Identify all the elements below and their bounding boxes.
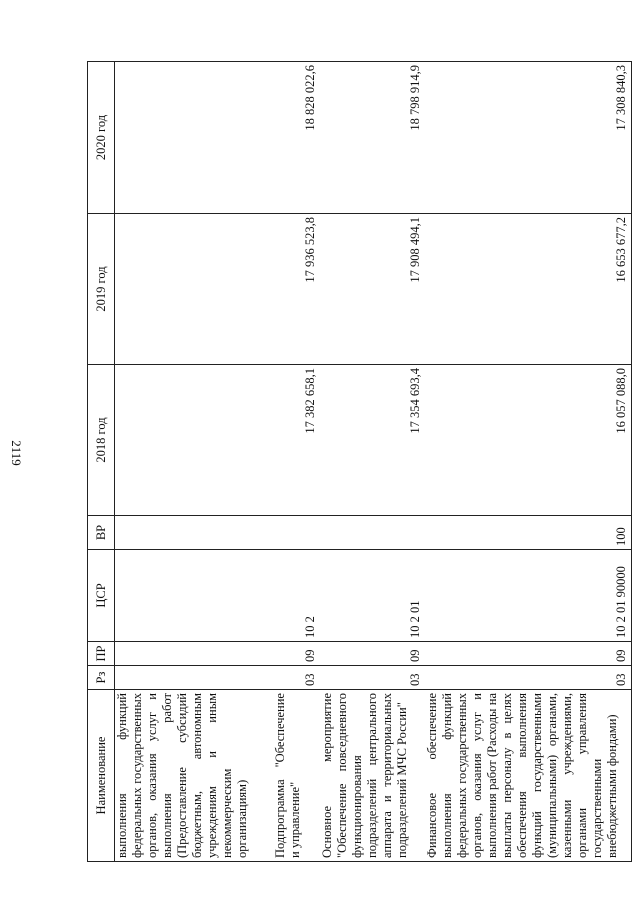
row-vr xyxy=(320,516,425,550)
row-pr: 09 xyxy=(425,642,631,666)
table-header-row xyxy=(88,62,115,862)
header-2020: 2020 год xyxy=(88,62,115,214)
row-csr: 10 2 01 90000 xyxy=(425,550,631,642)
header-pr: ПР xyxy=(88,642,115,666)
header-vr: ВР xyxy=(88,516,115,550)
header-name: Наименование xyxy=(88,690,115,862)
row-name: Финансовое обеспечение выполнения функций федеральных государственных органов, оказания услуг и выполнения работ (Расходы на выплаты персоналу в целях обеспечения выполнения функций государственными (муниципальными) органами, казенными учреждениями, органами управления государственными внебюджетными фондами) xyxy=(425,690,631,862)
row-2020 xyxy=(115,62,273,214)
row-pr: 09 xyxy=(320,642,425,666)
row-2019: 17 936 523,8 xyxy=(273,214,320,365)
row-rz: 03 xyxy=(425,666,631,690)
row-2018: 17 354 693,4 xyxy=(320,365,425,516)
row-2018 xyxy=(115,365,273,516)
table-row xyxy=(273,62,320,862)
budget-table xyxy=(87,61,632,862)
header-csr: ЦСР xyxy=(88,550,115,642)
row-pr xyxy=(115,642,273,666)
rotated-budget-table xyxy=(87,62,632,862)
row-2020: 18 798 914,9 xyxy=(320,62,425,214)
row-2020: 18 828 022,6 xyxy=(273,62,320,214)
table-row xyxy=(320,62,425,862)
row-vr xyxy=(273,516,320,550)
row-2019: 17 908 494,1 xyxy=(320,214,425,365)
row-name: выполнения функций федеральных государственных органов, оказания услуг и выполнения работ (Предоставление субсидий бюджетным, автономным учреждениям и иным некоммерческим организациям) xyxy=(115,690,273,862)
header-2019: 2019 год xyxy=(88,214,115,365)
row-name: Подпрограмма "Обеспечение и управление" xyxy=(273,690,320,862)
table-row xyxy=(115,62,273,862)
row-2018: 16 057 088,0 xyxy=(425,365,631,516)
row-vr xyxy=(115,516,273,550)
row-csr: 10 2 xyxy=(273,550,320,642)
row-rz: 03 xyxy=(320,666,425,690)
row-name: Основное мероприятие "Обеспечение повседневного функционирования подразделений центрального аппарата и территориальных подразделений МЧС России" xyxy=(320,690,425,862)
page-number: 2119 xyxy=(9,440,24,466)
row-2018: 17 382 658,1 xyxy=(273,365,320,516)
row-csr: 10 2 01 xyxy=(320,550,425,642)
row-csr xyxy=(115,550,273,642)
row-vr: 100 xyxy=(425,516,631,550)
table-row xyxy=(425,62,631,862)
header-rz: Рз xyxy=(88,666,115,690)
row-rz: 03 xyxy=(273,666,320,690)
row-2019: 16 653 677,2 xyxy=(425,214,631,365)
row-rz xyxy=(115,666,273,690)
row-2019 xyxy=(115,214,273,365)
header-2018: 2018 год xyxy=(88,365,115,516)
row-2020: 17 308 840,3 xyxy=(425,62,631,214)
row-pr: 09 xyxy=(273,642,320,666)
